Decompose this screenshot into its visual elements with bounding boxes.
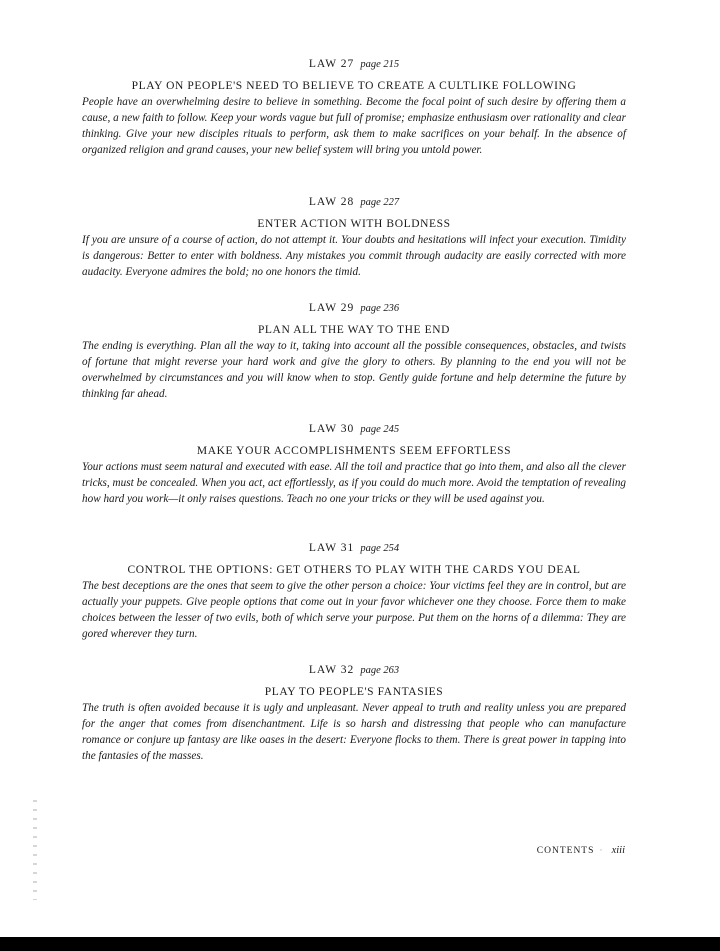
law-page-ref: page 236 [360, 303, 400, 314]
law-heading [82, 195, 626, 210]
law-number: LAW 27 [308, 58, 355, 70]
footer-label: CONTENTS [536, 846, 595, 856]
law-entry-27 [82, 57, 626, 158]
law-summary: The best deceptions are the ones that seem to give the other person a choice: Your victims feel they are in control, but are actually your puppets. Give people options that come out in your favor whichever one they choose. Force them to make choices between the lesser of two evils, both of which serve your purpose. Put them on the horns of a dilemma: They are gored wherever they turn. [82, 580, 626, 640]
law-entry-31 [82, 541, 626, 642]
page-number: xiii [611, 845, 625, 856]
law-entry-28 [82, 195, 626, 280]
law-summary: The truth is often avoided because it is ugly and unpleasant. Never appeal to truth and reality unless you are prepared for the anger that comes from disenchantment. Life is so harsh and distressing that people who can manufacture romance or conjure up fantasy are like oases in the desert: Everyone flocks to them. There is great power in tapping into the fantasies of the masses. [82, 702, 626, 762]
law-heading [82, 301, 626, 316]
law-heading [82, 57, 626, 72]
law-number: LAW 28 [308, 196, 355, 208]
law-entry-30 [82, 422, 626, 507]
law-summary: People have an overwhelming desire to believe in something. Become the focal point of such desire by offering them a cause, a new faith to follow. Keep your words vague but full of promise; emphasize enthusiasm over rationality and clear thinking. Give your new disciples rituals to perform, ask them to make sacrifices on your behalf. In the absence of organized religion and grand causes, your new belief system will bring you untold power. [82, 96, 626, 156]
law-page-ref: page 215 [360, 59, 400, 70]
law-entry-29 [82, 301, 626, 402]
page-footer [537, 845, 625, 856]
law-summary: If you are unsure of a course of action, do not attempt it. Your doubts and hesitations will infect your execution. Timidity is dangerous: Better to enter with boldness. Any mistakes you commit through audacity are easily corrected with more audacity. Everyone admires the bold; no one honors the timid. [82, 234, 626, 278]
law-heading [82, 541, 626, 556]
law-summary: The ending is everything. Plan all the way to it, taking into account all the possible consequences, obstacles, and twists of fortune that might reverse your hard work and give the glory to others. By planning to the end you will not be overwhelmed by circumstances and you will know when to stop. Gently guide fortune and help determine the future by thinking far ahead. [82, 340, 626, 400]
law-title: CONTROL THE OPTIONS: GET OTHERS TO PLAY WITH THE CARDS YOU DEAL [127, 564, 581, 576]
law-page-ref: page 227 [360, 197, 400, 208]
law-page-ref: page 245 [360, 424, 400, 435]
law-title: PLAN ALL THE WAY TO THE END [257, 324, 451, 336]
law-title: PLAY TO PEOPLE'S FANTASIES [264, 686, 444, 698]
scan-bottom-edge [0, 937, 720, 951]
law-number: LAW 29 [308, 302, 355, 314]
law-number: LAW 30 [308, 423, 355, 435]
law-page-ref: page 254 [360, 543, 400, 554]
law-summary: Your actions must seem natural and executed with ease. All the toil and practice that go into them, and also all the clever tricks, must be concealed. When you act, act effortlessly, as if you could do much more. Avoid the temptation of revealing how hard you work—it only raises questions. Teach no one your tricks or they will be used against you. [82, 461, 626, 505]
law-title: MAKE YOUR ACCOMPLISHMENTS SEEM EFFORTLESS [196, 445, 512, 457]
law-number: LAW 31 [308, 542, 355, 554]
law-number: LAW 32 [308, 664, 355, 676]
law-title: ENTER ACTION WITH BOLDNESS [257, 218, 451, 230]
footer-separator: · [599, 846, 604, 856]
law-entry-32 [82, 663, 626, 764]
law-title: PLAY ON PEOPLE'S NEED TO BELIEVE TO CREATE A CULTLIKE FOLLOWING [131, 80, 577, 92]
law-page-ref: page 263 [360, 665, 400, 676]
scan-margin-mark [33, 800, 37, 900]
law-heading [82, 422, 626, 437]
law-heading [82, 663, 626, 678]
